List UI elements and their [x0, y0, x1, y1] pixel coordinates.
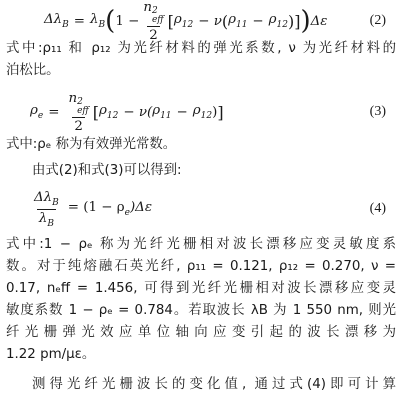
eq3-inner-close: ): [212, 104, 218, 120]
equation-3-number: (3): [369, 104, 386, 119]
eq2-open-paren: (: [105, 6, 116, 36]
equation-3: [0, 92, 400, 132]
eq2-rho12b: $\rho_{12}$: [268, 12, 288, 30]
eq2-lambda: $\lambda_B$: [90, 12, 106, 30]
equation-2: [0, 0, 400, 43]
eq3-fraction: n 2 eff 2: [68, 90, 89, 134]
eq2-rho11: $\rho_{11}$: [228, 12, 248, 30]
eq2-one-minus: 1 −: [115, 13, 140, 29]
paragraph-4-line-3: 0.17, nₑff = 1.456, 可得到光纤光栅相对波长漂移应变灵: [6, 281, 396, 296]
eq3-rho12: $\rho_{12}$: [99, 103, 119, 121]
eq3-minus-nu: − ν(: [123, 104, 153, 120]
eq4-rhs: = $(1 - \rho_e)\Delta\varepsilon$: [67, 200, 153, 218]
equation-4: [0, 186, 400, 232]
paragraph-1-line-1: 式中:ρ₁₁ 和 ρ₁₂ 为光纤材料的弹光系数, ν 为光纤材料的: [6, 41, 396, 56]
eq2-delta-epsilon: Δε: [310, 13, 328, 29]
paragraph-4-line-6: 1.22 pm/με。: [6, 347, 96, 362]
eq2-inner-open: (: [221, 11, 229, 31]
eq3-inner-minus: −: [176, 104, 188, 120]
eq2-rho12: $\rho_{12}$: [173, 12, 194, 30]
paragraph-4-line-4: 敏度系数 1 − ρₑ = 0.784。若取波长 λB 为 1 550 nm, 则光: [6, 303, 396, 318]
eq2-lhs: $\Delta\lambda_B$: [44, 12, 69, 30]
eq4-fraction: $\frac{\Delta\lambda_B}{\lambda_B}$: [34, 189, 59, 229]
equation-4-body: [30, 190, 152, 229]
eq2-inner-close: ): [287, 11, 295, 31]
equation-2-number: (2): [369, 13, 386, 28]
eq3-bracket-close: ]: [217, 102, 224, 122]
paragraph-5-line-1: 测得光纤光栅波长的变化值, 通过式(4)即可计算: [32, 377, 396, 392]
paragraph-4-line-1: 式中:1 − ρₑ 称为光纤光栅相对波长漂移应变灵敏度系: [6, 237, 396, 252]
eq3-rho12b: $\rho_{12}$: [192, 103, 213, 121]
eq2-minus-nu: − ν: [198, 13, 222, 29]
eq2-equals: =: [73, 13, 86, 29]
eq2-inner-minus: −: [252, 13, 264, 29]
eq3-lhs: $\rho_e$: [30, 103, 44, 121]
equation-3-body: [30, 91, 224, 134]
equation-4-number: (4): [369, 201, 386, 216]
paragraph-3-line-1: 由式(2)和式(3)可以得到:: [32, 163, 182, 178]
equation-2-body: [44, 0, 328, 43]
eq2-bracket-close: ]: [294, 11, 301, 31]
eq2-bracket-open: [: [167, 11, 174, 31]
paragraph-2-line-1: 式中:ρₑ 称为有效弹光常数。: [6, 137, 177, 152]
paragraph-4-line-5: 纤光栅弹光效应单位轴向应变引起的波长漂移为: [6, 325, 396, 340]
paragraph-4-line-2: 数。对于纯熔融石英光纤, ρ₁₁ = 0.121, ρ₁₂ = 0.270, ν =: [6, 259, 396, 274]
eq2-close-paren: ): [300, 6, 311, 36]
paragraph-1-line-2: 泊松比。: [6, 63, 60, 78]
eq3-equals: =: [48, 104, 60, 120]
eq3-rho11: $\rho_{11}$: [152, 103, 172, 121]
eq2-fraction: n 2 eff 2: [143, 0, 164, 43]
eq3-bracket-open: [: [92, 102, 100, 122]
